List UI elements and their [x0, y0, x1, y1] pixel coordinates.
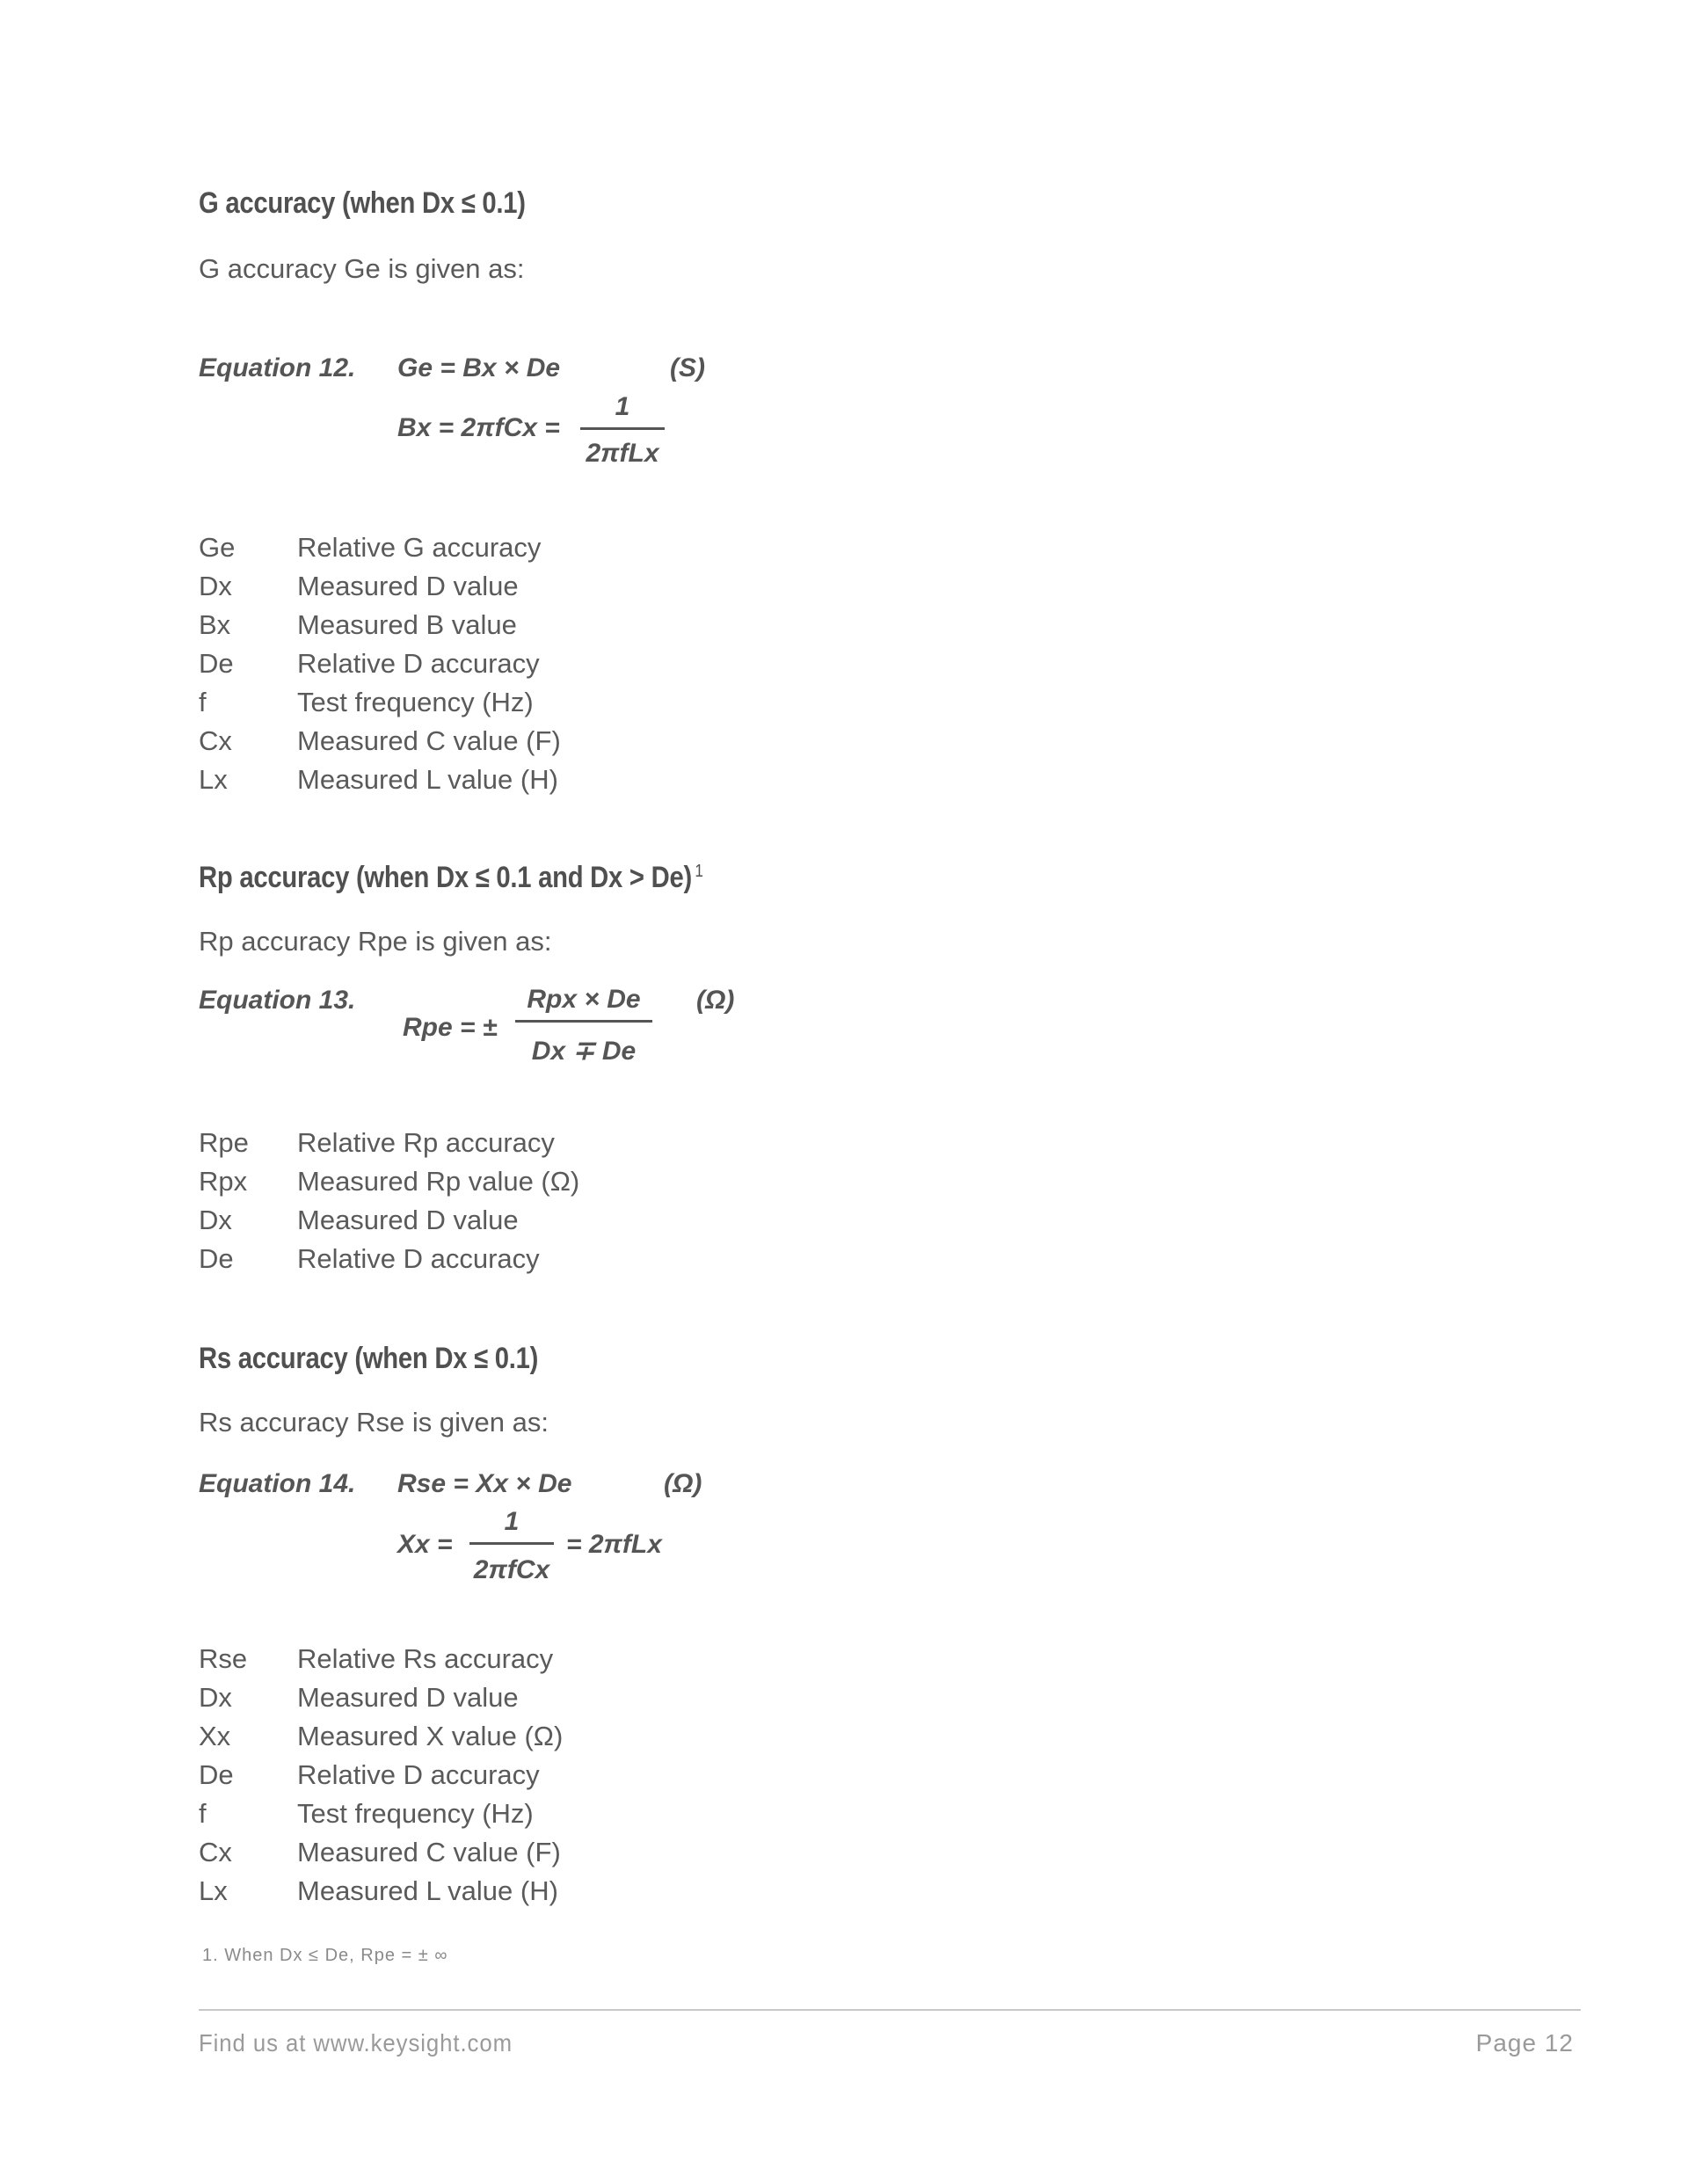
equation-line: Rse = Xx × De	[397, 1469, 572, 1498]
definition-symbol: Ge	[199, 532, 236, 563]
definition-row	[199, 1795, 563, 1833]
equation-unit: (Ω)	[696, 986, 735, 1015]
definition-row	[199, 606, 561, 644]
definition-symbol: f	[199, 1798, 207, 1829]
page-number: Page 12	[1475, 2029, 1574, 2057]
section-heading-rp-accuracy	[199, 861, 703, 895]
equation-label: Equation 12.	[199, 353, 356, 382]
fraction-denominator: 2πfLx	[586, 439, 659, 468]
definition-row	[199, 1872, 563, 1911]
footer-website-link[interactable]: Find us at www.keysight.com	[199, 2029, 513, 2057]
footnote-marker: 1	[695, 862, 703, 881]
definition-text: Relative D accuracy	[297, 1759, 540, 1790]
fraction-bar	[469, 1542, 554, 1545]
footer-divider	[199, 2009, 1581, 2011]
definition-text: Relative Rs accuracy	[297, 1643, 554, 1674]
definition-row	[199, 528, 561, 567]
definition-symbol: Bx	[199, 609, 231, 640]
definition-symbol: Dx	[199, 1205, 232, 1235]
footnote: 1. When Dx ≤ De, Rpe = ± ∞	[202, 1946, 448, 1965]
definition-text: Measured D value	[297, 1682, 519, 1713]
equation-line: Rpe = ±	[403, 1013, 498, 1042]
definition-symbol: Lx	[199, 1875, 228, 1906]
definition-symbol: De	[199, 1759, 234, 1790]
equation-fraction	[580, 392, 665, 469]
definition-text: Measured Rp value (Ω)	[297, 1166, 580, 1197]
definition-row	[199, 644, 561, 683]
definition-row	[199, 567, 561, 606]
definition-symbol: Xx	[199, 1721, 231, 1751]
definition-text: Measured L value (H)	[297, 764, 558, 795]
definition-list	[199, 1640, 563, 1911]
definition-text: Measured X value (Ω)	[297, 1721, 564, 1751]
definition-text: Measured D value	[297, 1205, 519, 1235]
definition-text: Test frequency (Hz)	[297, 1798, 534, 1829]
definition-text: Measured C value (F)	[297, 725, 561, 756]
definition-text: Measured C value (F)	[297, 1837, 561, 1867]
section-heading-rs-accuracy	[199, 1342, 538, 1376]
definition-row	[199, 761, 561, 799]
definition-row	[199, 1124, 579, 1162]
definition-list	[199, 528, 561, 799]
definition-symbol: Dx	[199, 1682, 232, 1713]
equation-line: = 2πfLx	[566, 1530, 662, 1559]
fraction-numerator: 1	[615, 392, 630, 421]
equation-label: Equation 14.	[199, 1469, 356, 1498]
equation-fraction	[469, 1507, 554, 1585]
equation-unit: (S)	[670, 353, 705, 382]
definition-symbol: De	[199, 1243, 234, 1274]
definition-text: Relative Rp accuracy	[297, 1127, 555, 1158]
section-intro-rs-accuracy: Rs accuracy Rse is given as:	[199, 1407, 549, 1438]
definition-symbol: Rpx	[199, 1166, 248, 1197]
definition-symbol: Cx	[199, 1837, 232, 1867]
equation-unit: (Ω)	[664, 1469, 702, 1498]
equation-line: Ge = Bx × De	[397, 353, 561, 382]
equation-label: Equation 13.	[199, 986, 356, 1015]
definition-text: Relative D accuracy	[297, 1243, 540, 1274]
heading-text: G accuracy (when Dx ≤ 0.1)	[199, 186, 526, 220]
fraction-numerator: Rpx × De	[527, 985, 641, 1014]
equation-line: Bx = 2πfCx =	[397, 413, 560, 442]
definition-text: Relative G accuracy	[297, 532, 542, 563]
definition-symbol: Lx	[199, 764, 228, 795]
definition-row	[199, 1717, 563, 1756]
equation-line: Xx =	[397, 1530, 453, 1559]
definition-symbol: Rse	[199, 1643, 248, 1674]
definition-row	[199, 1756, 563, 1795]
fraction-denominator: Dx ∓ De	[531, 1037, 637, 1066]
definition-row	[199, 1833, 563, 1872]
definition-row	[199, 683, 561, 722]
fraction-numerator: 1	[504, 1507, 520, 1536]
heading-text: Rs accuracy (when Dx ≤ 0.1)	[199, 1342, 539, 1375]
definition-row	[199, 722, 561, 761]
definition-symbol: f	[199, 687, 207, 717]
definition-text: Measured D value	[297, 571, 519, 601]
definition-symbol: Cx	[199, 725, 232, 756]
heading-text: Rp accuracy (when Dx ≤ 0.1 and Dx > De)	[199, 861, 692, 894]
definition-text: Relative D accuracy	[297, 648, 540, 679]
definition-symbol: De	[199, 648, 234, 679]
fraction-denominator: 2πfCx	[473, 1555, 550, 1584]
definition-row	[199, 1162, 579, 1201]
definition-text: Measured L value (H)	[297, 1875, 558, 1906]
definition-symbol: Rpe	[199, 1127, 249, 1158]
definition-row	[199, 1640, 563, 1678]
definition-row	[199, 1201, 579, 1240]
section-intro-g-accuracy: G accuracy Ge is given as:	[199, 253, 525, 284]
fraction-bar	[515, 1020, 652, 1023]
definition-text: Test frequency (Hz)	[297, 687, 534, 717]
fraction-bar	[580, 427, 665, 430]
definition-row	[199, 1240, 579, 1278]
definition-text: Measured B value	[297, 609, 517, 640]
definition-row	[199, 1678, 563, 1717]
definition-list	[199, 1124, 579, 1278]
equation-fraction	[515, 985, 652, 1067]
section-heading-g-accuracy	[199, 186, 526, 221]
section-intro-rp-accuracy: Rp accuracy Rpe is given as:	[199, 926, 552, 957]
definition-symbol: Dx	[199, 571, 232, 601]
